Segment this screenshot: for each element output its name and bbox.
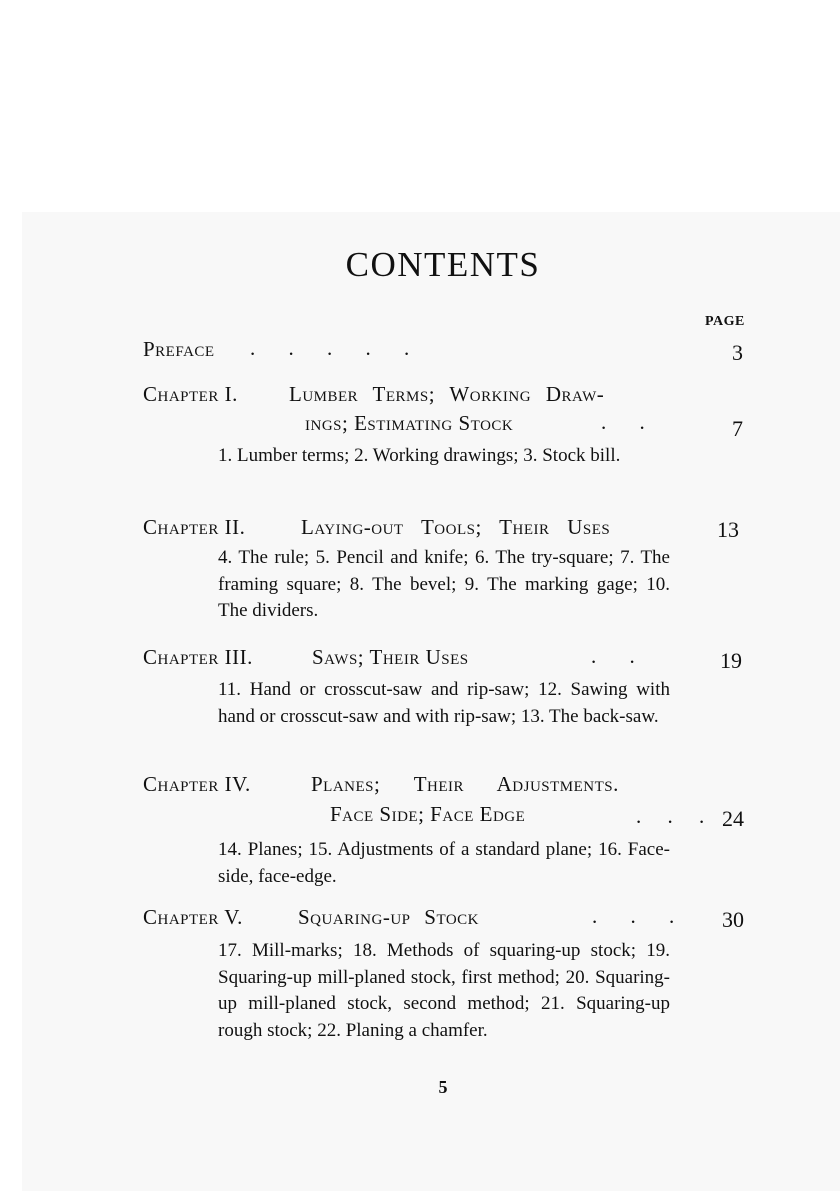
page-title: CONTENTS [345,245,541,284]
chapter-3-title-line1: Saws; Their Uses [312,645,469,669]
chapter-4-label: Chapter IV. [143,772,251,796]
chapter-5-page: 30 [722,907,744,932]
chapter-5-description: 17. Mill-marks; 18. Methods of squaring-up stock; 19. Squaring-up mill-planed stock, first method; 20. Squaring-up mill-planed stock, second method; 21. Squaring-up rough stock; 22. Planing a chamfer. [218,940,670,1041]
chapter-2-title-line1: Laying-out Tools; Their Uses [301,515,611,539]
chapter-3-dots: . . [591,644,635,668]
chapter-1-dots: . . [601,410,645,434]
toc-preface-label: Preface [143,337,215,361]
chapter-1-page: 7 [732,416,743,441]
chapter-5-dots: . . . [592,904,675,928]
chapter-5-label: Chapter V. [143,905,243,929]
chapter-1-title-line2: ings; Estimating Stock [305,411,514,435]
toc-preface-page: 3 [732,340,743,365]
chapter-4-title-line2: Face Side; Face Edge [330,802,526,826]
chapter-1-description: 1. Lumber terms; 2. Working drawings; 3. Stock bill. [218,445,621,466]
chapter-4-dots: . . . [636,804,705,828]
chapter-1-label: Chapter I. [143,382,238,406]
chapter-5-title-line1: Squaring-up Stock [298,905,480,929]
chapter-2-description: 4. The rule; 5. Pencil and knife; 6. The try-square; 7. The framing square; 8. The bevel; 9. The marking gage; 10. The dividers. [218,547,670,621]
chapter-3-page: 19 [720,648,742,673]
chapter-3-label: Chapter III. [143,645,253,669]
chapter-4-description: 14. Planes; 15. Adjustments of a standard plane; 16. Face-side, face-edge. [218,839,670,887]
toc-preface-dots: . . . . . [250,336,410,360]
chapter-2-label: Chapter II. [143,515,246,539]
page-number: 5 [438,1077,448,1097]
chapter-4-page: 24 [722,806,744,831]
chapter-3-description: 11. Hand or crosscut-saw and rip-saw; 12. Sawing with hand or crosscut-saw and with rip-saw; 13. The back-saw. [218,679,670,727]
chapter-1-title-line1: Lumber Terms; Working Draw- [289,382,605,406]
chapter-4-title-line1: Planes; Their Adjustments. [311,772,619,796]
page-column-label: PAGE [705,314,745,329]
chapter-2-page: 13 [717,517,739,542]
